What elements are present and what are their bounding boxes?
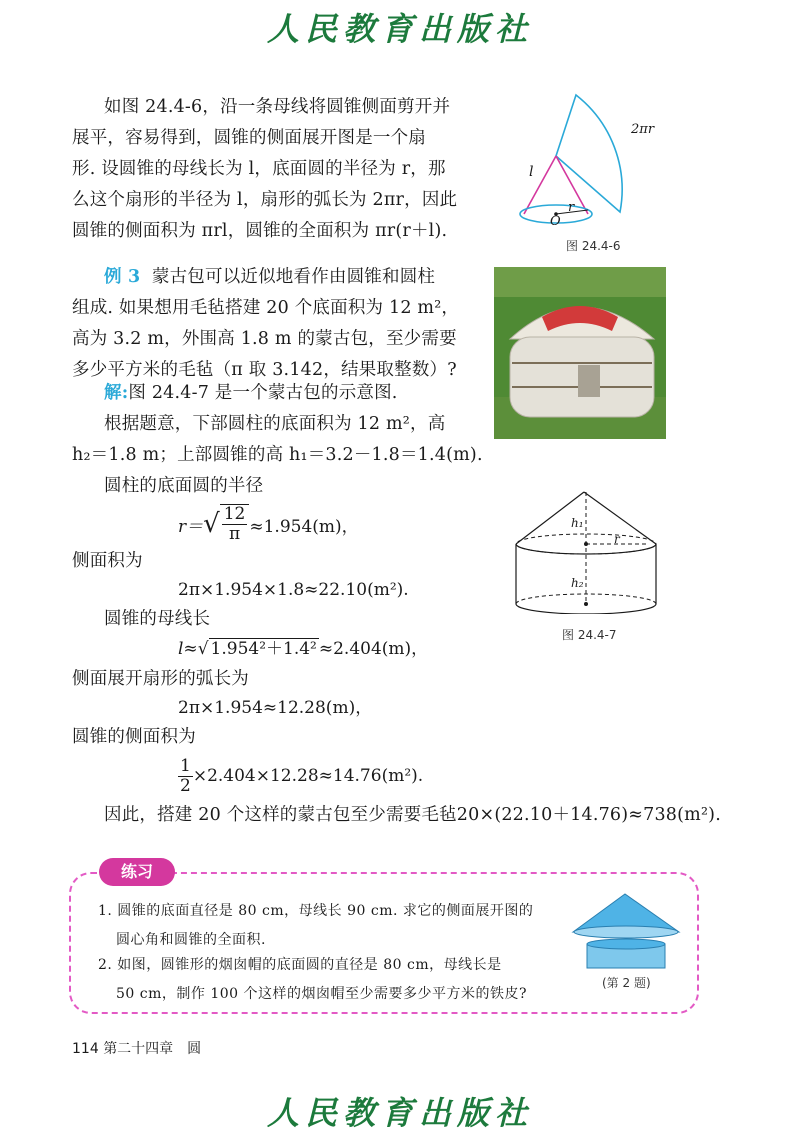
- center-label: O: [550, 214, 561, 229]
- solution-line-8: 圆锥的侧面积为: [72, 727, 196, 747]
- publisher-logo-footer: 人民教育出版社: [266, 1094, 533, 1132]
- example-line-3: 高为 3.2 m，外围高 1.8 m 的蒙古包，至少需要: [72, 329, 457, 349]
- chimney-cap-figure: [571, 892, 683, 970]
- practice-fig-caption: (第 2 题): [602, 976, 651, 990]
- solution-line-3: h₂＝1.8 m；上部圆锥的高 h₁＝3.2－1.8＝1.4(m).: [72, 445, 483, 465]
- label-h2: h₂: [571, 576, 584, 590]
- solution-line-7: 侧面展开扇形的弧长为: [72, 669, 249, 689]
- solution-line-6: 圆锥的母线长: [104, 609, 211, 629]
- practice-q2-line-2: 50 cm，制作 100 个这样的烟囱帽至少需要多少平方米的铁皮?: [116, 986, 528, 1002]
- intro-line-4: 么这个扇形的半径为 l，扇形的弧长为 2πr，因此: [72, 190, 458, 210]
- label-h1: h₁: [571, 516, 584, 530]
- page-number: 114: [72, 1041, 99, 1057]
- page-footer: [72, 1038, 201, 1058]
- equation-cone-area: $\frac{1}{2}$ ×2.404×12.28≈14.76(m²).: [180, 755, 424, 796]
- arc-label: 2πr: [631, 122, 655, 137]
- practice-q2-line-1: 2. 如图，圆锥形的烟囱帽的底面圆的直径是 80 cm，母线长是: [98, 957, 502, 973]
- yurt-diagram: [510, 488, 662, 614]
- intro-line-5: 圆锥的侧面积为 πrl，圆锥的全面积为 πr(r＋l).: [72, 221, 448, 241]
- solution-line-5: 侧面积为: [72, 551, 143, 571]
- radius-label: r: [568, 200, 575, 215]
- intro-line-2: 展平，容易得到，圆锥的侧面展开图是一个扇: [72, 128, 426, 148]
- practice-badge: 练习: [99, 858, 175, 886]
- example-line-4: 多少平方米的毛毡（π 取 3.142，结果取整数）?: [72, 360, 457, 380]
- solution-conclusion: 因此，搭建 20 个这样的蒙古包至少需要毛毡20×(22.10＋14.76)≈738(m²).: [104, 805, 721, 825]
- fig2-caption: 图 24.4-7: [562, 628, 617, 642]
- solution-line-1: 解:图 24.4-7 是一个蒙古包的示意图.: [104, 383, 398, 403]
- solution-line-2: 根据题意，下部圆柱的底面积为 12 m²，高: [104, 414, 446, 434]
- intro-line-1: 如图 24.4-6，沿一条母线将圆锥侧面剪开并: [104, 97, 451, 117]
- intro-line-3: 形. 设圆锥的母线长为 l，底面圆的半径为 r，那: [72, 159, 446, 179]
- yurt-photo: [494, 267, 666, 439]
- solution-line-4: 圆柱的底面圆的半径: [104, 476, 264, 496]
- cone-unfold-figure: [508, 90, 668, 235]
- practice-q1-line-2: 圆心角和圆锥的全面积.: [116, 932, 266, 948]
- example-label: 例 3: [104, 267, 141, 287]
- example-line-1: 例 3 蒙古包可以近似地看作由圆锥和圆柱: [104, 267, 436, 287]
- practice-q1-line-1: 1. 圆锥的底面直径是 80 cm，母线长 90 cm. 求它的侧面展开图的: [98, 903, 534, 919]
- example-line-2: 组成. 如果想用毛毡搭建 20 个底面积为 12 m²，: [72, 298, 460, 318]
- publisher-logo-header: 人民教育出版社: [266, 10, 533, 48]
- equation-lateral-area: 2π×1.954×1.8≈22.10(m²).: [178, 580, 409, 600]
- slant-label: l: [529, 164, 534, 180]
- equation-radius: r＝ √ $\frac{12}{\pi}$ ≈1.954(m)，: [178, 504, 359, 544]
- solution-label: 解:: [104, 383, 129, 403]
- chapter-title: 第二十四章 圆: [103, 1041, 202, 1057]
- label-r: r: [614, 532, 620, 546]
- fig1-caption: 图 24.4-6: [566, 239, 621, 253]
- equation-slant: l≈√ 1.954²＋1.4² ≈2.404(m)，: [178, 639, 429, 659]
- equation-arc: 2π×1.954≈12.28(m)，: [178, 698, 373, 718]
